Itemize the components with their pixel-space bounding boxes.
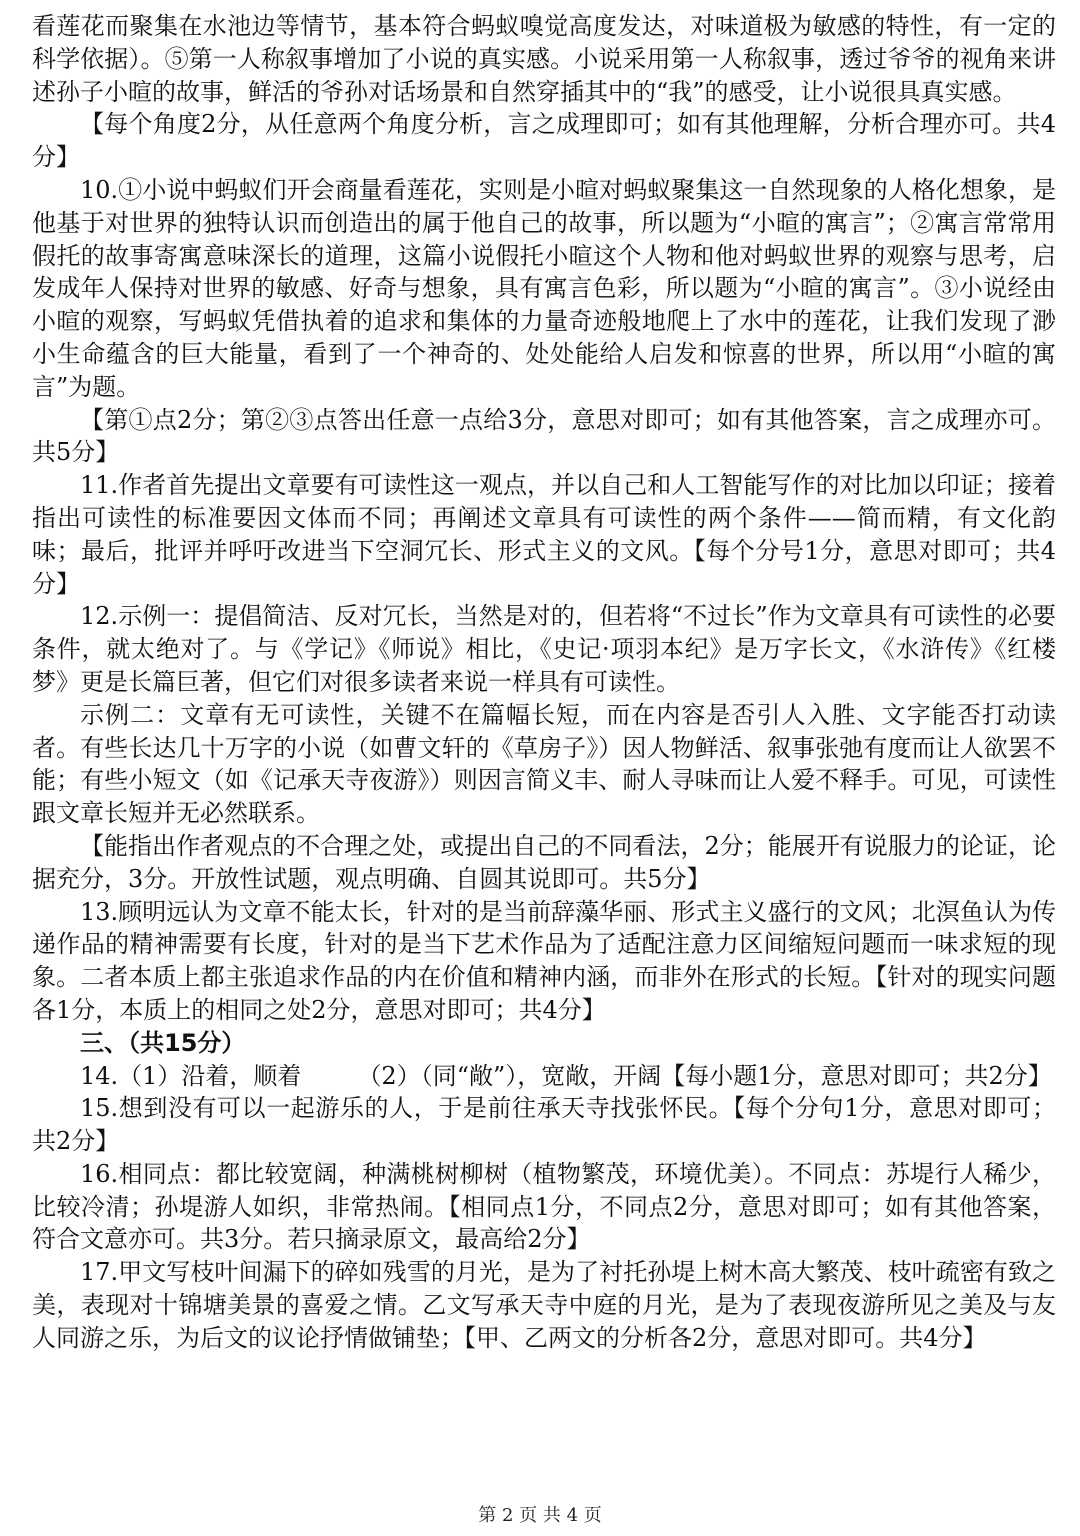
q12-scoring-note: 【能指出作者观点的不合理之处，或提出自己的不同看法，2分；能展开有说服力的论证，论据充分，3分。开放性试题，观点明确、自圆其说即可。共5分】 [32,831,1056,893]
q14-part-one: 14.（1）沿着，顺着 [80,1061,302,1090]
q17-answer: 17.甲文写枝叶间漏下的碎如残雪的月光，是为了衬托孙堤上树木高大繁茂、枝叶疏密有致之美，表现对十锦塘美景的喜爱之情。乙文写承天寺中庭的月光，是为了表现夜游所见之美及与友人同游之乐，为后文的议论抒情做铺垫；【甲、乙两文的分析各2分，意思对即可。共4分】 [32,1258,1056,1352]
q11-answer: 11.作者首先提出文章要有可读性这一观点，并以自己和人工智能写作的对比加以印证；接着指出可读性的标准要因文体而不同；再阐述文章具有可读性的两个条件——简而精，有文化韵味；最后，批评并呼吁改进当下空洞冗长、形式主义的文风。【每个分号1分，意思对即可；共4分】 [32,471,1056,598]
q12-example-one: 12.示例一：提倡简洁、反对冗长，当然是对的，但若将“不过长”作为文章具有可读性的必要条件，就太绝对了。与《学记》《师说》相比，《史记·项羽本纪》是万字长文，《水浒传》《红楼梦》更是长篇巨著，但它们对很多读者来说一样具有可读性。 [32,602,1056,696]
q14-answer [32,1060,1056,1093]
q9-continuation: 看莲花而聚集在水池边等情节，基本符合蚂蚁嗅觉高度发达，对味道极为敏感的特性，有一定的科学依据）。⑤第一人称叙事增加了小说的真实感。小说采用第一人称叙事，透过爷爷的视角来讲述孙子小暄的故事，鲜活的爷孙对话场景和自然穿插其中的“我”的感受，让小说很具真实感。 [32,12,1056,106]
q16-answer: 16.相同点：都比较宽阔，种满桃树柳树（植物繁茂，环境优美）。不同点：苏堤行人稀少，比较冷清；孙堤游人如织，非常热闹。【相同点1分，不同点2分，意思对即可；如有其他答案，符合文意亦可。共3分。若只摘录原文，最高给2分】 [32,1159,1056,1254]
q10-answer: 10.①小说中蚂蚁们开会商量看莲花，实则是小暄对蚂蚁聚集这一自然现象的人格化想象，是他基于对世界的独特认识而创造出的属于他自己的故事，所以题为“小暄的寓言”；②寓言常常用假托的故事寄寓意味深长的道理，这篇小说假托小暄这个人物和他对蚂蚁世界的观察与思考，启发成年人保持对世界的敏感、好奇与想象，具有寓言色彩，所以题为“小暄的寓言”。③小说经由小暄的观察，写蚂蚁凭借执着的追求和集体的力量奇迹般地爬上了水中的莲花，让我们发现了渺小生命蕴含的巨大能量，看到了一个神奇的、处处能给人启发和惊喜的世界，所以用“小暄的寓言”为题。 [32,175,1056,401]
q9-scoring-note: 【每个角度2分，从任意两个角度分析，言之成理即可；如有其他理解，分析合理亦可。共4分】 [32,110,1056,172]
q15-answer: 15.想到没有可以一起游乐的人，于是前往承天寺找张怀民。【每个分句1分，意思对即可；共2分】 [32,1094,1056,1156]
section-three-heading: 三、（共15分） [80,1028,246,1057]
q13-answer: 13.顾明远认为文章不能太长，针对的是当前辞藻华丽、形式主义盛行的文风；北溟鱼认为传递作品的精神需要有长度，针对的是当下艺术作品为了适配注意力区间缩短问题而一味求短的现象。二者本质上都主张追求作品的内在价值和精神内涵，而非外在形式的长短。【针对的现实问题各1分，本质上的相同之处2分，意思对即可；共4分】 [32,897,1056,1024]
q10-scoring-note: 【第①点2分；第②③点答出任意一点给3分，意思对即可；如有其他答案，言之成理亦可。共5分】 [32,405,1056,467]
answer-key-body [32,10,1056,1355]
page-number-footer: 第 2 页 共 4 页 [478,1505,602,1526]
q14-part-two: （2）（同“敞”），宽敞，开阔【每小题1分，意思对即可；共2分】 [357,1061,1052,1090]
q12-example-two: 示例二：文章有无可读性，关键不在篇幅长短，而在内容是否引人入胜、文字能否打动读者。有些长达几十万字的小说（如曹文轩的《草房子》）因人物鲜活、叙事张弛有度而让人欲罢不能；有些小短文（如《记承天寺夜游》）则因言简义丰、耐人寻味而让人爱不释手。可见，可读性跟文章长短并无必然联系。 [32,700,1056,828]
